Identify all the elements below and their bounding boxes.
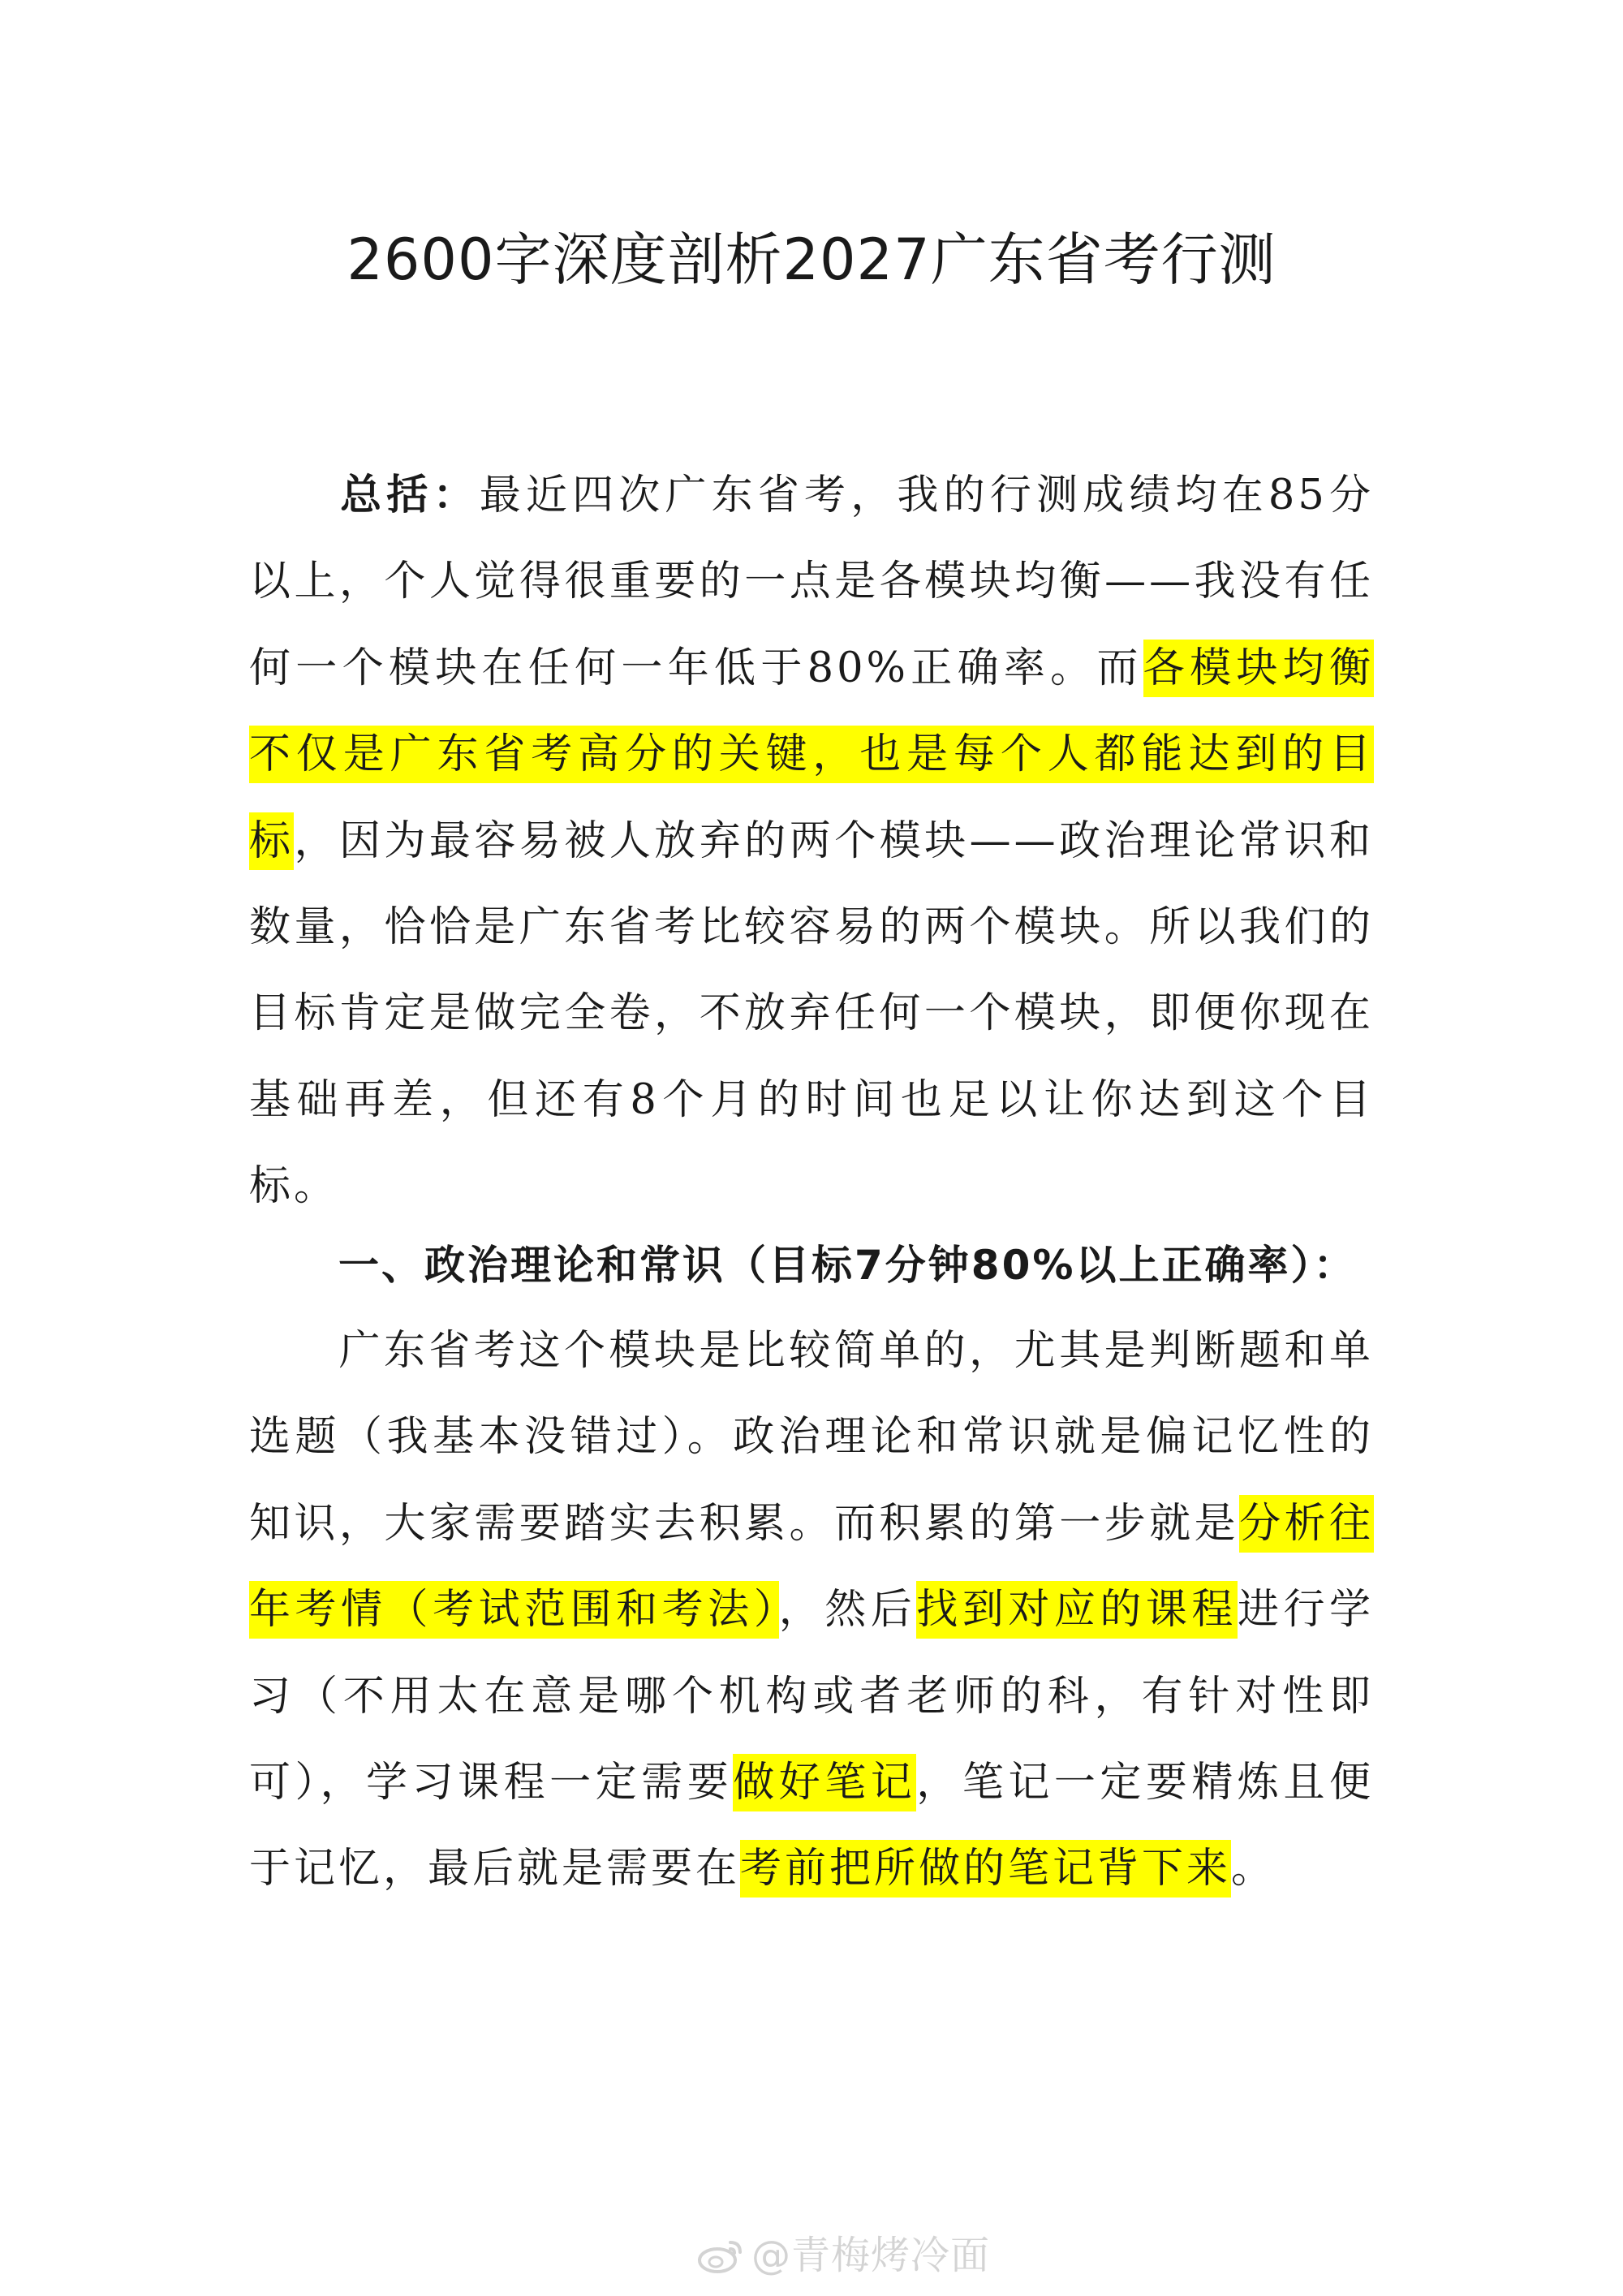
summary-text: ，因为最容易被人放弃的两个模块——政治理论常识和数量，恰恰是广东省考比较容易的两个模块。所以我们的目标肯定是做完全卷，不放弃任何一个模块，即便你现在基础再差，但还有8个月的时间也足以让你达到这个目标。 [249, 816, 1374, 1211]
highlighted-text: 考前把所做的笔记背下来 [740, 1840, 1231, 1898]
watermark-text: @青梅烤冷面 [751, 2233, 991, 2278]
section-text: ，然后 [778, 1586, 917, 1635]
weibo-icon [698, 2238, 745, 2273]
section-text: 广东省考这个模块是比较简单的，尤其是判断题和单选题（我基本没错过）。政治理论和常识就是偏记忆性的知识，大家需要踏实去积累。而积累的第一步就是 [249, 1327, 1374, 1548]
highlighted-text: 做好笔记 [733, 1754, 916, 1811]
highlighted-text: 找到对应的课程 [916, 1581, 1238, 1639]
summary-text: 最近四次广东省考，我的行测成绩均在85分以上，个人觉得很重要的一点是各模块均衡——我没有任何一个模块在任何一年低于80%正确率。而 [249, 472, 1374, 692]
highlighted-text: 分析往年考情（考试范围和考法） [249, 1495, 1374, 1639]
section-heading [249, 1222, 1374, 1308]
section-heading-text: 一、政治理论和常识（目标7分钟80%以上正确率）： [338, 1242, 1357, 1289]
highlighted-text: 各模块均衡不仅是广东省考高分的关键，也是每个人都能达到的目标 [249, 640, 1374, 870]
document-title: 2600字深度剖析2027广东省考行测 [347, 226, 1276, 293]
section-text: 。 [1231, 1845, 1276, 1893]
summary-paragraph [249, 453, 1374, 1230]
section-paragraph [249, 1308, 1374, 1913]
section-text: 进行学习（不用太在意是哪个机构或者老师的科，有针对性即可），学习课程一定需要 [249, 1586, 1374, 1807]
watermark [698, 2224, 990, 2280]
summary-label: 总括： [338, 472, 480, 519]
section-text: ，笔记一定要精炼且便于记忆，最后就是需要在 [249, 1759, 1374, 1893]
